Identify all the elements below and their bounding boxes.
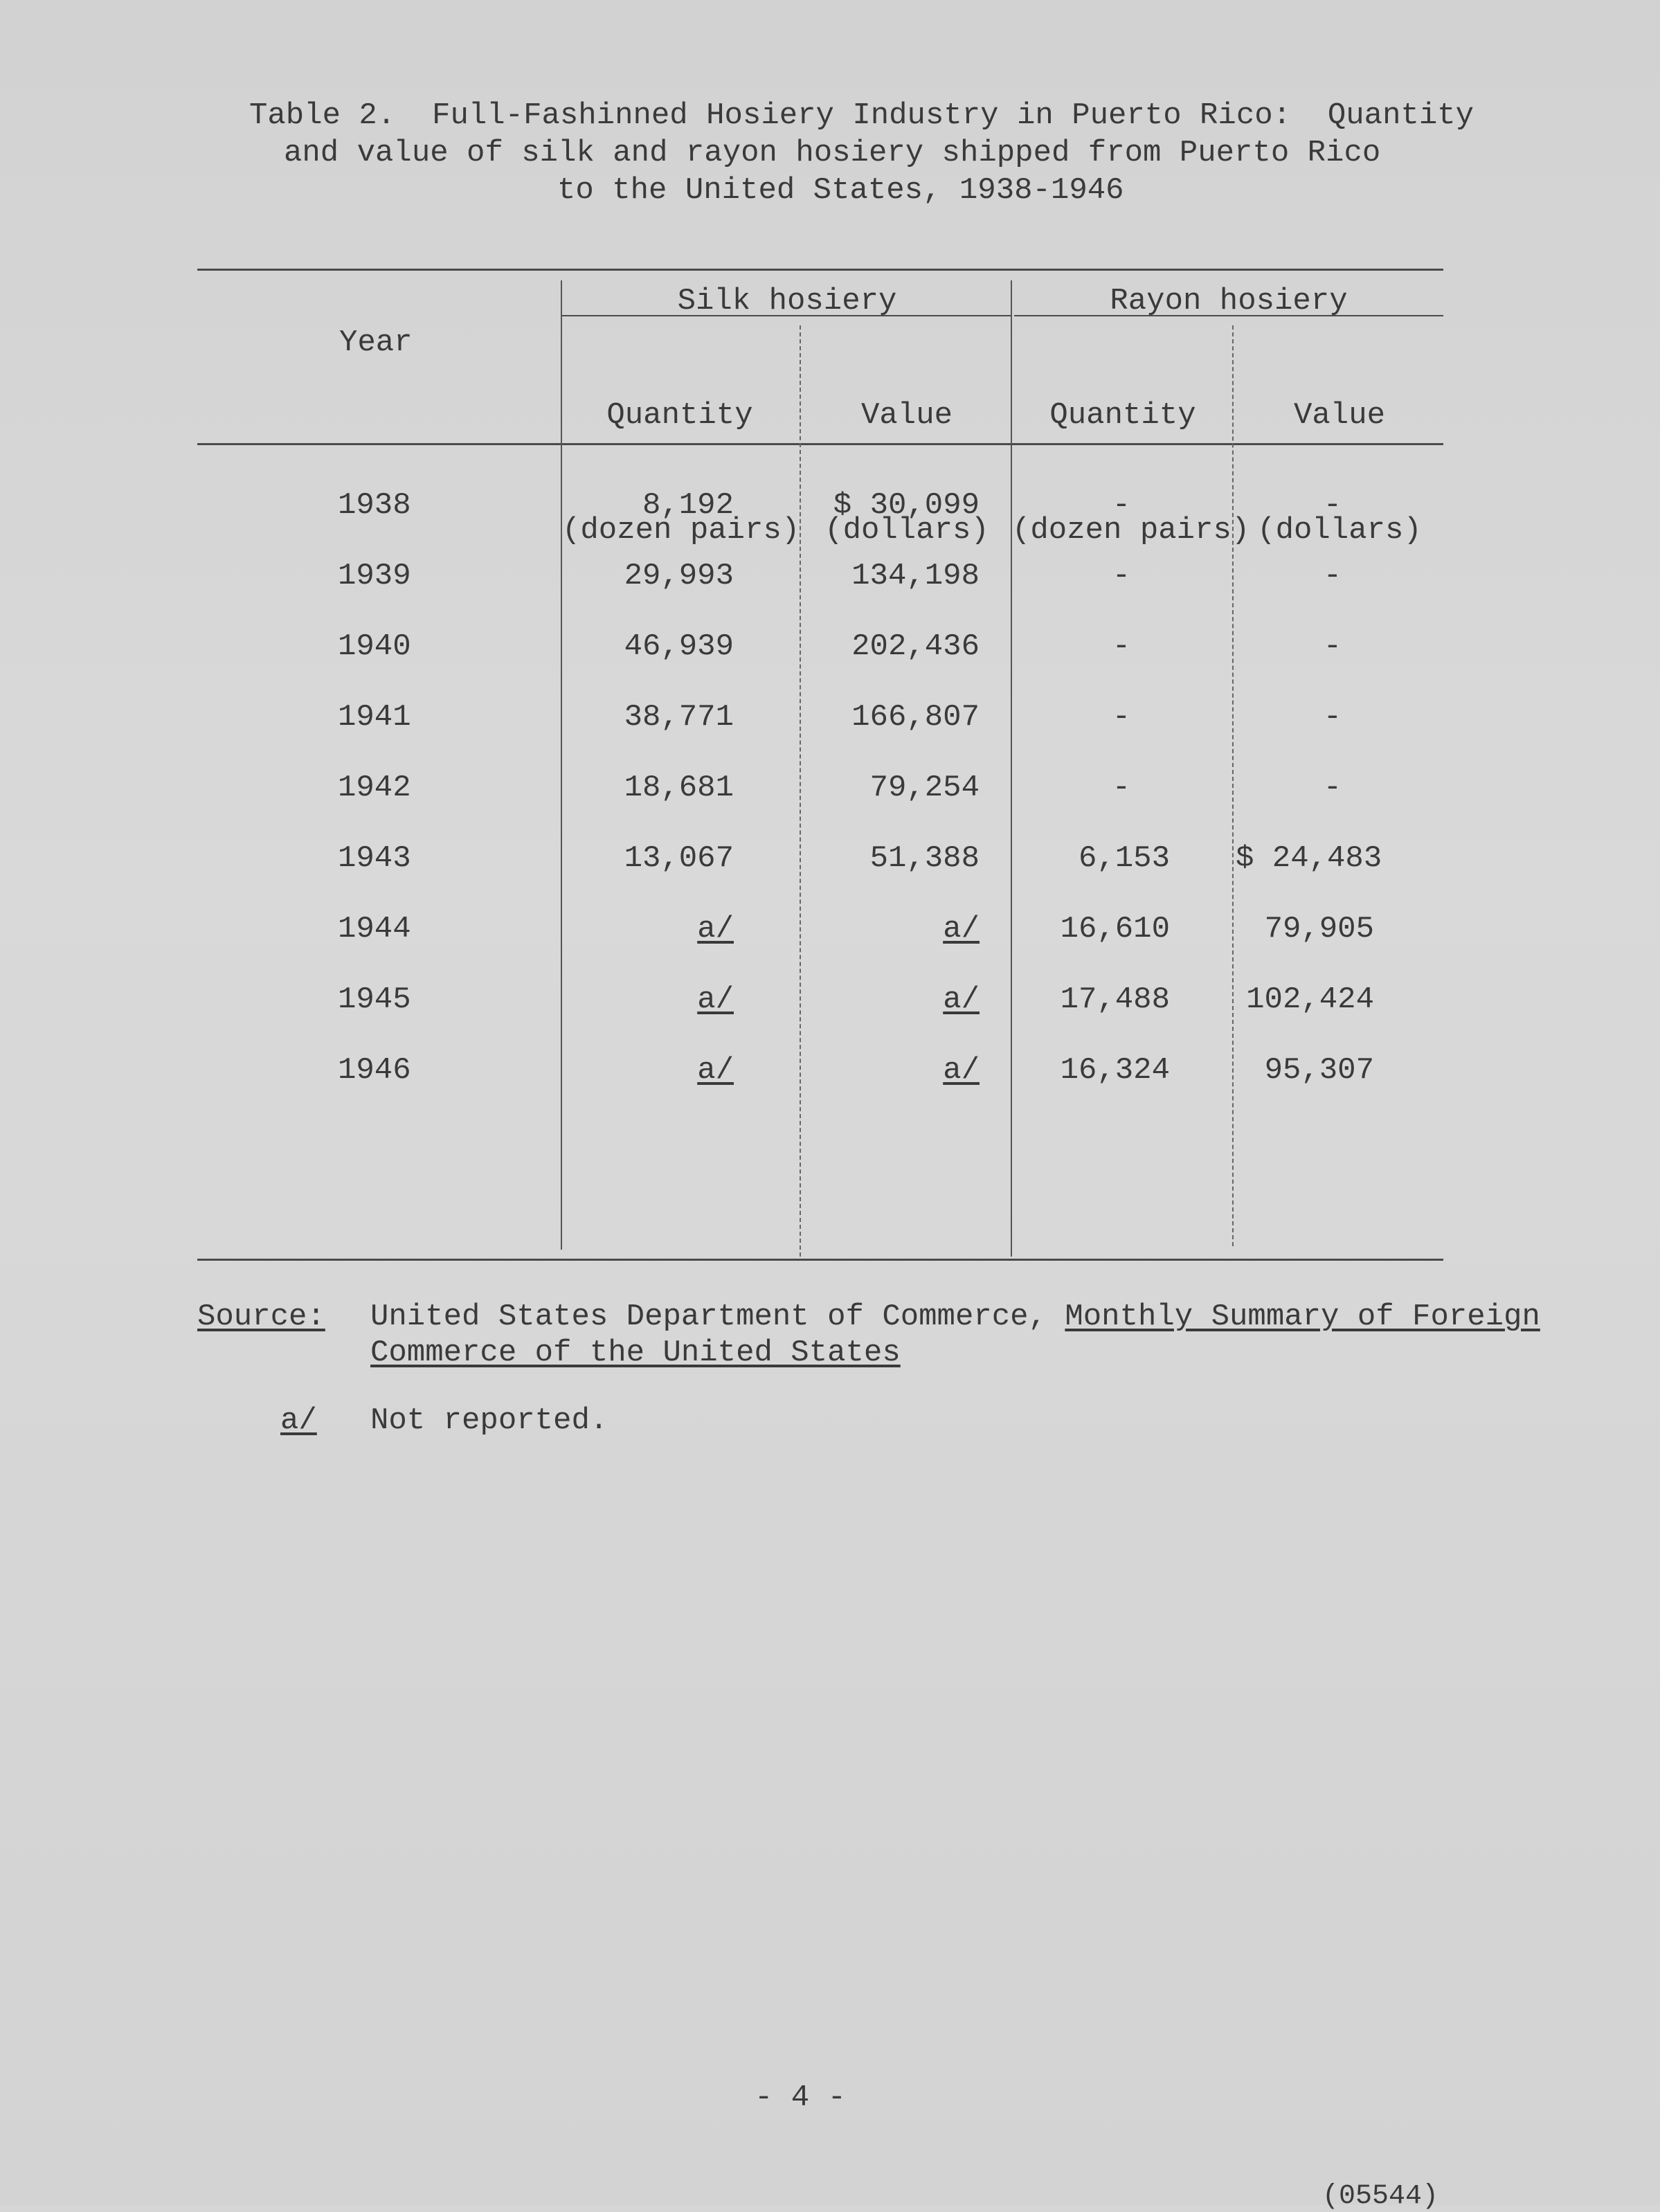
rayon-quantity-cell: 16,324 — [1060, 1053, 1170, 1088]
rayon-group-header: Rayon hosiery — [1110, 284, 1348, 318]
silk-value-cell: a/ — [943, 912, 980, 946]
rayon-value-header-line2: (dollars) — [1257, 513, 1422, 548]
source-agency: United States Department of Commerce, — [370, 1300, 1065, 1334]
document-id: (05544) — [1322, 2181, 1439, 2212]
year-cell: 1941 — [338, 700, 411, 735]
silk-value-header-line2: (dollars) — [824, 513, 989, 548]
table-top-rule — [197, 269, 1443, 271]
rayon-value-cell: - — [1323, 771, 1342, 805]
silk-subcolumn-divider — [800, 325, 801, 1257]
silk-quantity-header-line2: (dozen pairs) — [562, 513, 800, 548]
rayon-quantity-cell: - — [1112, 700, 1131, 735]
silk-quantity-cell: a/ — [697, 1053, 734, 1088]
footnote-marker: a/ — [280, 1403, 317, 1438]
silk-value-cell: 51,388 — [869, 841, 980, 876]
silk-quantity-cell: 8,192 — [642, 488, 734, 523]
rayon-value-cell: 95,307 — [1264, 1053, 1374, 1088]
page-number: - 4 - — [755, 2080, 847, 2115]
source-publication-line1: Monthly Summary of Foreign — [1065, 1300, 1540, 1334]
silk-value-header-line1: Value — [860, 398, 953, 433]
rayon-value-header-line1: Value — [1293, 398, 1386, 433]
rayon-quantity-cell: - — [1112, 488, 1131, 523]
rayon-quantity-cell: - — [1112, 559, 1131, 593]
rayon-quantity-header-line1: Quantity — [1049, 398, 1196, 433]
rayon-value-cell: - — [1323, 488, 1342, 523]
silk-group-header: Silk hosiery — [677, 284, 897, 318]
title-line-1: Table 2. Full-Fashinned Hosiery Industry in Puerto Rico: Quantity — [249, 98, 1474, 133]
silk-quantity-cell: 38,771 — [624, 700, 734, 735]
silk-value-cell: 79,254 — [869, 771, 980, 805]
rayon-value-cell: $ 24,483 — [1236, 841, 1382, 876]
silk-quantity-cell: a/ — [697, 912, 734, 946]
rayon-quantity-cell: 6,153 — [1078, 841, 1170, 876]
silk-value-cell: 202,436 — [851, 629, 980, 664]
title-line-3: to the United States, 1938-1946 — [557, 173, 1124, 208]
rayon-quantity-header-line2: (dozen pairs) — [1012, 513, 1250, 548]
silk-value-cell: a/ — [943, 982, 980, 1017]
silk-value-cell: 166,807 — [851, 700, 980, 735]
source-label: Source: — [197, 1300, 325, 1334]
silk-quantity-cell: a/ — [697, 982, 734, 1017]
silk-value-cell: a/ — [943, 1053, 980, 1088]
source-publication-line2: Commerce of the United States — [370, 1336, 901, 1370]
rayon-value-cell: 79,905 — [1264, 912, 1374, 946]
year-cell: 1940 — [338, 629, 411, 664]
silk-value-cell: $ 30,099 — [833, 488, 980, 523]
rayon-quantity-cell: - — [1112, 629, 1131, 664]
rayon-value-cell: 102,424 — [1246, 982, 1374, 1017]
source-text — [370, 1298, 1540, 1336]
silk-quantity-cell: 46,939 — [624, 629, 734, 664]
footnote-text: Not reported. — [370, 1403, 608, 1438]
title-line-2: and value of silk and rayon hosiery shipped from Puerto Rico — [284, 136, 1381, 170]
silk-quantity-cell: 13,067 — [624, 841, 734, 876]
rayon-quantity-cell: 17,488 — [1060, 982, 1170, 1017]
rayon-value-cell: - — [1323, 700, 1342, 735]
rayon-quantity-cell: 16,610 — [1060, 912, 1170, 946]
year-cell: 1945 — [338, 982, 411, 1017]
rayon-value-cell: - — [1323, 629, 1342, 664]
year-cell: 1942 — [338, 771, 411, 805]
silk-quantity-cell: 29,993 — [624, 559, 734, 593]
rayon-value-cell: - — [1323, 559, 1342, 593]
table-title — [208, 97, 1474, 284]
year-cell: 1939 — [338, 559, 411, 593]
year-cell: 1944 — [338, 912, 411, 946]
year-cell: 1943 — [338, 841, 411, 876]
silk-quantity-cell: 18,681 — [624, 771, 734, 805]
year-cell: 1938 — [338, 488, 411, 523]
silk-value-cell: 134,198 — [851, 559, 980, 593]
rayon-quantity-cell: - — [1112, 771, 1131, 805]
year-cell: 1946 — [338, 1053, 411, 1088]
silk-quantity-header-line1: Quantity — [606, 398, 753, 433]
table-bottom-rule — [197, 1259, 1443, 1261]
year-header: Year — [339, 325, 413, 360]
